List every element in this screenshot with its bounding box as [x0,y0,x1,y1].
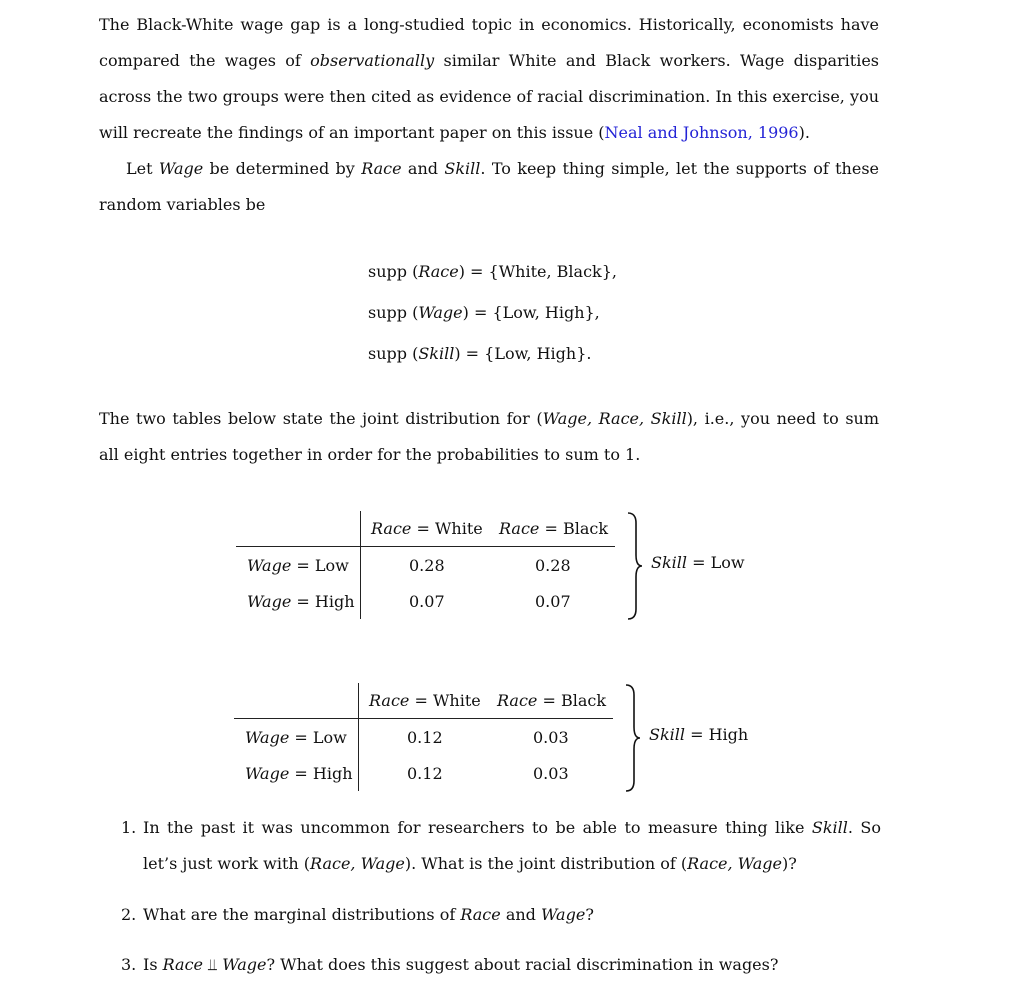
joint-vars: Wage, Race, Skill [542,409,687,428]
var-race: Race [460,905,501,924]
header-var: Race [497,691,538,710]
skill-val: Low [710,553,745,572]
row-var: Wage [245,764,290,783]
row-val: High [312,764,353,783]
question-number: 1. [121,818,137,837]
var-skill: Skill [418,344,455,363]
setup-text: and [401,159,445,178]
row-var: Wage [247,556,292,575]
var-race: Race [418,262,459,281]
header-var: Race [371,519,412,538]
supp-label: supp [368,344,407,363]
header-val: White [432,691,481,710]
cell-high-black: 0.07 [535,592,571,611]
var-skill: Skill [811,818,848,837]
intro-text: similar White and Black workers. Wage disparities across the two groups were then cited as evidence of racial discrimination. In this exercise, you will recreate the findings of an important paper on this issue ( [99,51,879,142]
row-header-low: Wage = Low [247,556,349,575]
row-val: Low [314,556,349,575]
cell-low-black: 0.03 [533,728,569,747]
q-vars: Race, Wage [310,854,405,873]
skill-var: Skill [649,725,686,744]
intro-text: ). [798,123,810,142]
cell-low-black: 0.28 [535,556,571,575]
right-brace-icon [622,683,642,793]
q-text: What are the marginal distributions of [143,905,461,924]
skill-low-label: Skill = Low [651,553,745,572]
q-text: )? [781,854,797,873]
q-text: In the past it was uncommon for researchers to be able to measure thing like [143,818,812,837]
intro-paragraph [99,7,879,151]
table-horizontal-rule [236,546,615,547]
var-wage: Wage [418,303,463,322]
supp-label: supp [368,262,407,281]
intro-text: The Black-White wage gap is a long-studied topic in economics. Historically, economists have compared the wages of [99,15,879,70]
question-1 [121,810,881,882]
var-race: Race [162,955,204,974]
q-vars: Race, Wage [687,854,782,873]
setup-text: be determined by [203,159,362,178]
q-text: and [500,905,541,924]
joint-text: The two tables below state the joint distribution for ( [99,409,543,428]
row-header-high: Wage = High [247,592,355,611]
header-var: Race [499,519,540,538]
support-set: {Low, High}. [484,344,592,363]
var-wage: Wage [158,159,204,178]
col-header-black: Race = Black [497,691,607,710]
row-val: Low [312,728,347,747]
cell-high-black: 0.03 [533,764,569,783]
header-val: White [434,519,483,538]
question-text [143,810,881,882]
q-text: ? [585,905,594,924]
supp-label: supp [368,303,407,322]
question-text [143,947,881,983]
support-wage-equation: supp (Wage) = {Low, High}, [368,303,600,322]
cell-high-white: 0.07 [409,592,445,611]
skill-high-label: Skill = High [649,725,749,744]
setup-text: Let [126,159,159,178]
support-set: {Low, High}, [492,303,600,322]
col-header-black: Race = Black [499,519,609,538]
cell-high-white: 0.12 [407,764,443,783]
cell-low-white: 0.28 [409,556,445,575]
table-vertical-rule [360,511,361,619]
support-race-equation: supp (Race) = {White, Black}, [368,262,617,281]
question-number: 3. [121,955,137,974]
row-var: Wage [245,728,290,747]
setup-text: . To keep thing simple, let the supports of these random variables be [99,159,880,214]
joint-text: ), i.e., you need to sum all eight entries together in order for the probabilities to sum to 1. [99,409,880,464]
var-race: Race [361,159,402,178]
q-text: ). What is the joint distribution of ( [404,854,688,873]
row-val: High [314,592,355,611]
q-text: ? What does this suggest about racial discrimination in wages? [266,955,779,974]
table-vertical-rule [358,683,359,791]
row-header-low: Wage = Low [245,728,347,747]
col-header-white: Race = White [369,691,481,710]
cell-low-white: 0.12 [407,728,443,747]
header-val: Black [562,519,609,538]
support-set: {White, Black}, [488,262,617,281]
q-text: . So let’s just work with ( [143,818,882,873]
question-text [143,897,881,933]
joint-distribution-paragraph [99,401,879,473]
var-wage: Wage [541,905,586,924]
question-number: 2. [121,905,137,924]
row-header-high: Wage = High [245,764,353,783]
col-header-white: Race = White [371,519,483,538]
citation-link[interactable]: Neal and Johnson, 1996 [604,123,799,142]
support-skill-equation: supp (Skill) = {Low, High}. [368,344,592,363]
table-horizontal-rule [234,718,613,719]
header-var: Race [369,691,410,710]
right-brace-icon [624,511,644,621]
setup-paragraph [99,151,879,223]
header-val: Black [560,691,607,710]
independence-icon: ⫫ [203,955,223,974]
row-var: Wage [247,592,292,611]
var-wage: Wage [222,955,267,974]
var-skill: Skill [444,159,481,178]
q-text: Is [143,955,163,974]
skill-val: High [708,725,749,744]
skill-var: Skill [651,553,688,572]
emphasis-observationally: observationally [310,51,435,70]
